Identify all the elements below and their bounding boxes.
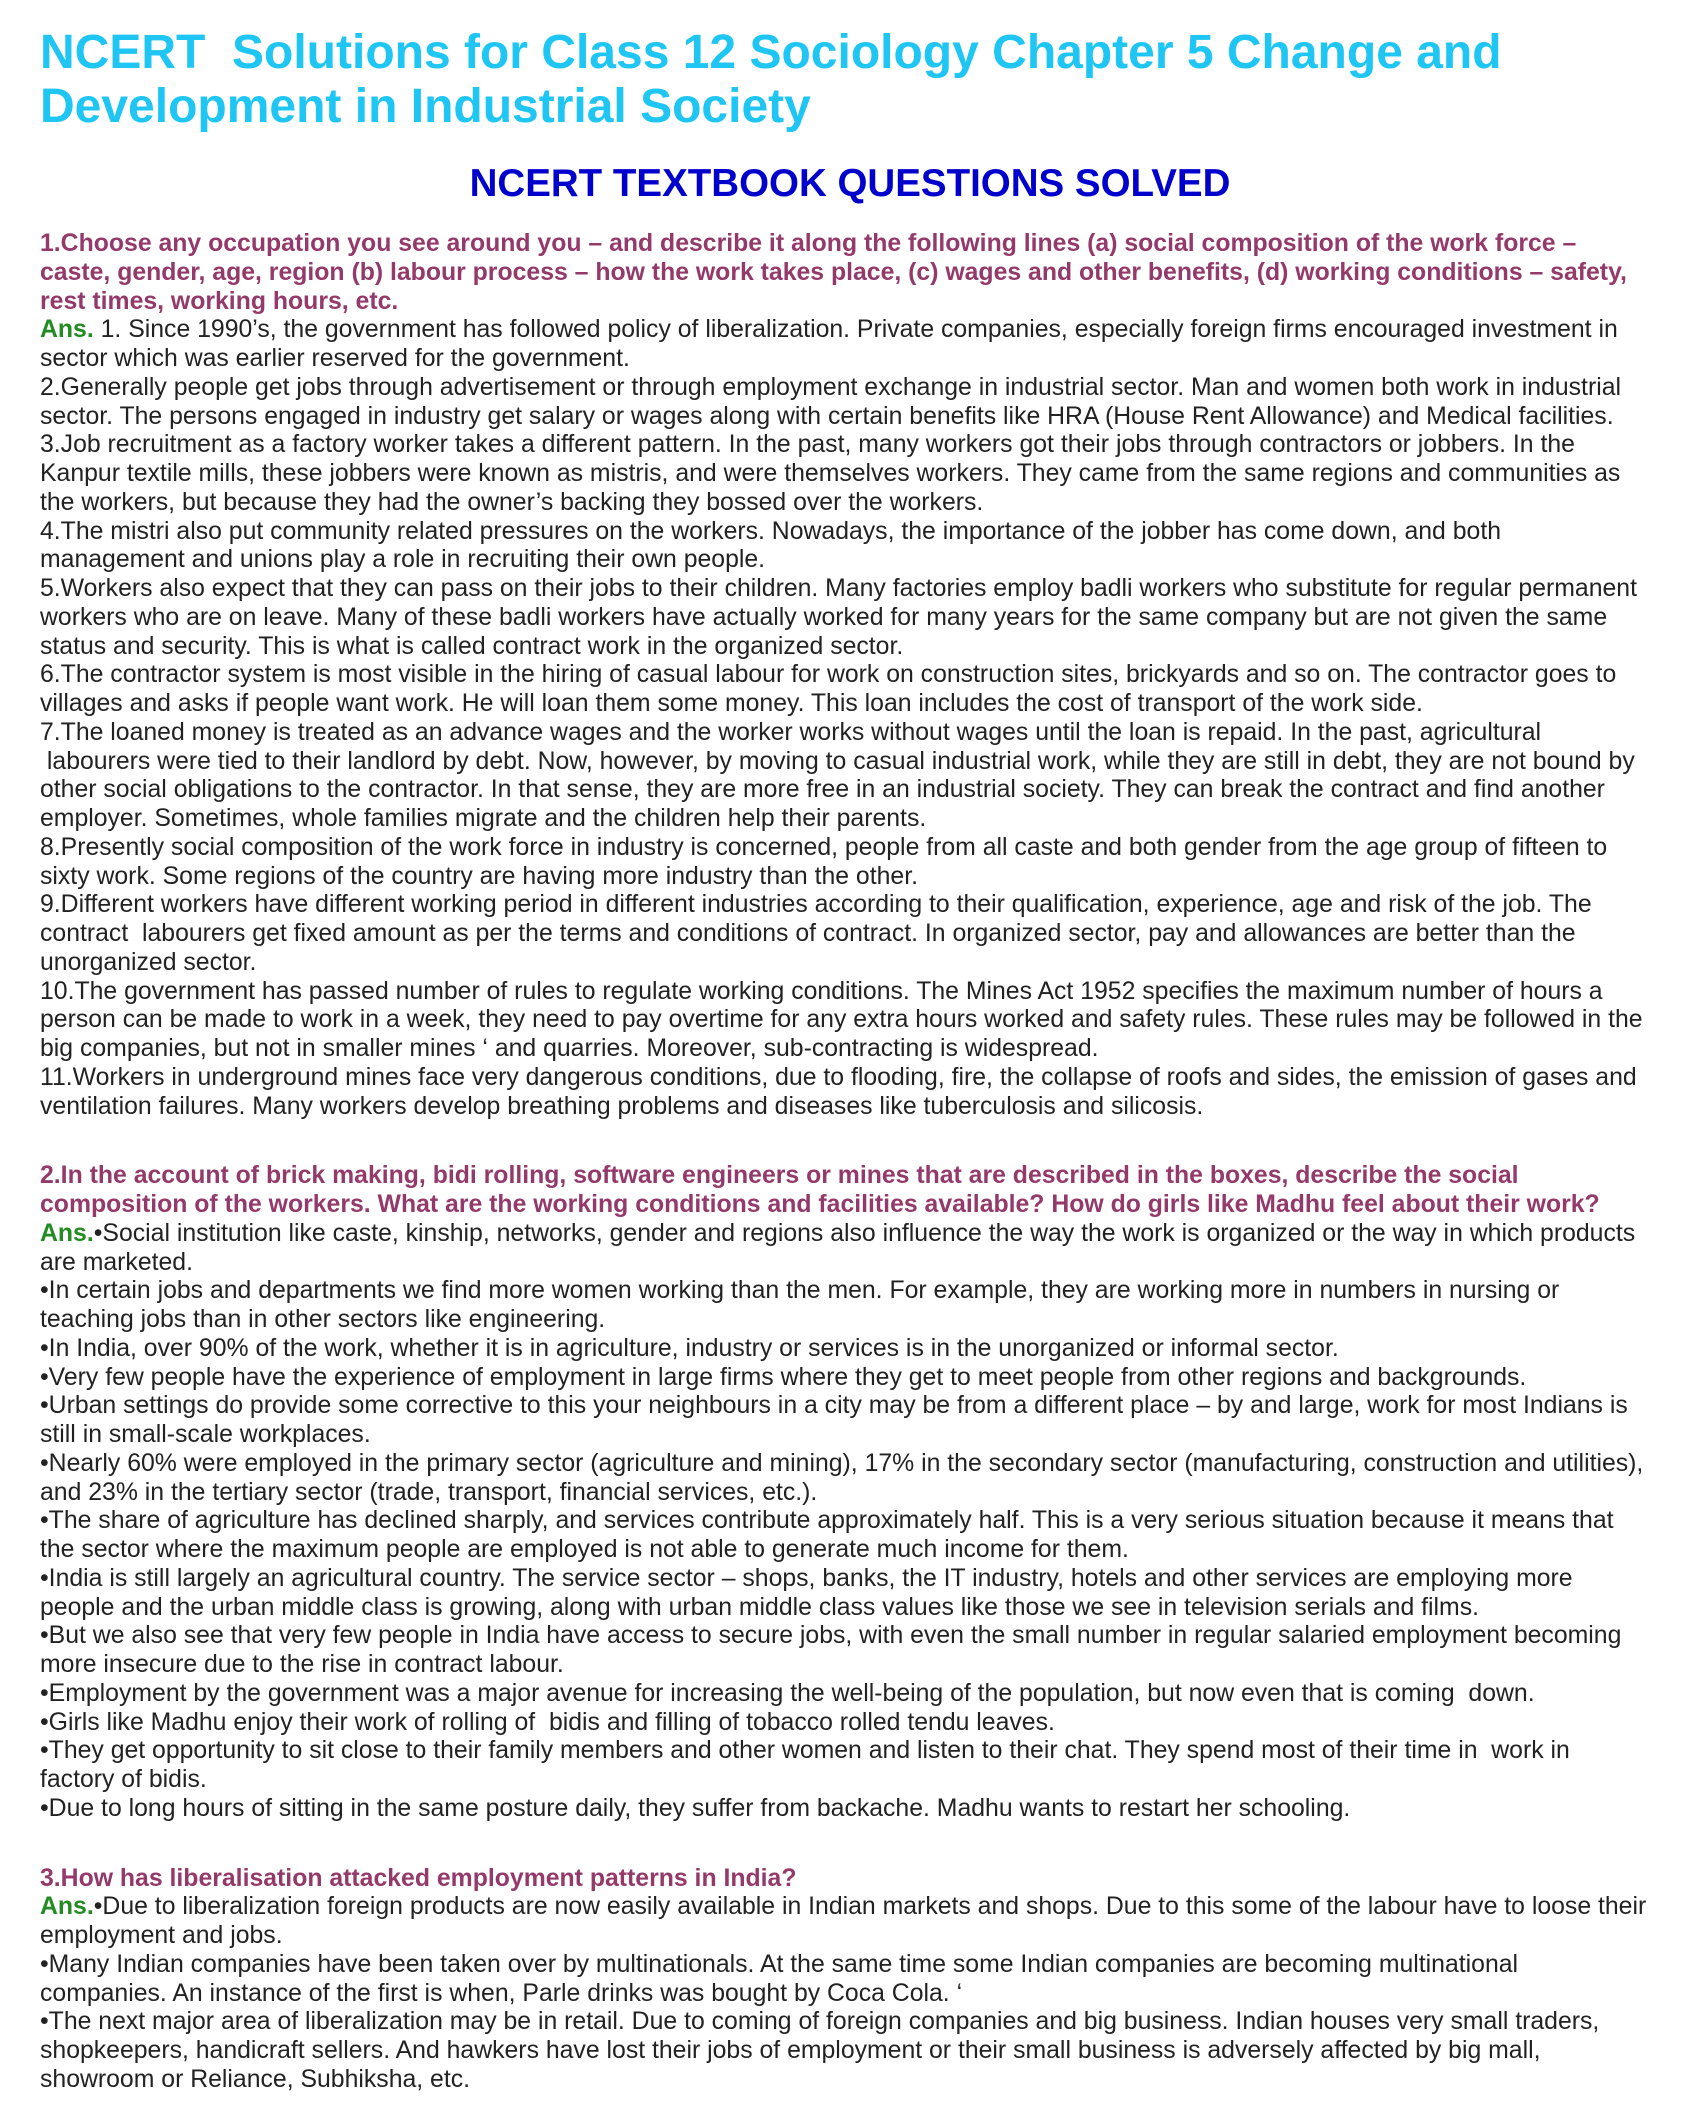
answer-point <box>40 1565 1700 1623</box>
questions-list <box>40 230 1700 2095</box>
answer-point <box>40 1795 1700 1824</box>
answer-point-text: 11.Workers in underground mines face very dangerous conditions, due to flooding, fire, the collapse of roofs and sides, the emission of gases and ventilation failures. Many workers develop breathing problems and diseases like tuberculosis and silicosis. <box>40 1063 1637 1120</box>
answer-point-text: 7.The loaned money is treated as an advance wages and the worker works without wages until the loan is repaid. In the past, agricultural labourers were tied to their landlord by debt. Now, however, by moving to casual industrial work, while they are still in debt, they are not bound by other social obligations to the contractor. In that sense, they are more free in an industrial society. They can break the contract and find another employer. Sometimes, whole families migrate and the children help their parents. <box>40 718 1635 832</box>
answer-point <box>40 518 1700 576</box>
answer-point <box>40 1220 1700 1278</box>
answer-point-text: 2.Generally people get jobs through advertisement or through employment exchange in industrial sector. Man and women both work in industrial sector. The persons engaged in industry get salary or wages along with certain benefits like HRA (House Rent Allowance) and Medical facilities. <box>40 373 1622 430</box>
answer-point <box>40 1392 1700 1450</box>
answer-point <box>40 1893 1700 1951</box>
answer-point-text: •In certain jobs and departments we find more women working than the men. For example, they are working more in numbers in nursing or teaching jobs than in other sectors like engineering. <box>40 1277 1560 1333</box>
answer-point <box>40 834 1700 892</box>
answer-point <box>40 1507 1700 1565</box>
answer-point-text: •They get opportunity to sit close to their family members and other women and listen to their chat. They spend most of their time in work in factory of bidis. <box>40 1737 1570 1793</box>
answer-point <box>40 431 1700 517</box>
answer-block <box>40 1220 1700 1824</box>
answer-point-text: •But we also see that very few people in India have access to secure jobs, with even the small number in regular salaried employment becoming more insecure due to the rise in contract labour. <box>40 1622 1622 1678</box>
question-heading: 3.How has liberalisation attacked employment patterns in India? <box>40 1864 797 1892</box>
question-section <box>40 1865 1700 2095</box>
answer-point <box>40 374 1700 432</box>
answer-point-text: •Girls like Madhu enjoy their work of rolling of bidis and filling of tobacco rolled tendu leaves. <box>40 1708 1055 1736</box>
answer-point <box>40 1064 1700 1122</box>
answer-point-text: •Nearly 60% were employed in the primary sector (agriculture and mining), 17% in the secondary sector (manufacturing, construction and utilities), and 23% in the tertiary sector (trade, transport, financial services, etc.). <box>40 1449 1644 1506</box>
answer-point-text: •Very few people have the experience of employment in large firms where they get to meet people from other regions and backgrounds. <box>40 1363 1527 1391</box>
answer-point-text: •Many Indian companies have been taken over by multinationals. At the same time some Indian companies are becoming multinational companies. An instance of the first is when, Parle drinks was bought by Coca Cola. ‘ <box>40 1950 1519 2007</box>
answer-point <box>40 575 1700 661</box>
answer-label: Ans. <box>40 1893 94 1921</box>
answer-point-text: •Employment by the government was a major avenue for increasing the well-being of the population, but now even that is coming down. <box>40 1679 1535 1707</box>
section-banner: NCERT TEXTBOOK QUESTIONS SOLVED <box>469 162 1231 205</box>
answer-point <box>40 316 1700 374</box>
answer-point-text: •The next major area of liberalization may be in retail. Due to coming of foreign companies and big business. Indian houses very small traders, shopkeepers, handicraft sellers. And hawkers have lost their jobs of employment or their small business is adversely affected by big mall, showroom or Reliance, Subhiksha, etc. <box>40 2008 1600 2093</box>
answer-point <box>40 1450 1700 1508</box>
answer-point-text: 4.The mistri also put community related pressures on the workers. Nowadays, the importance of the jobber has come down, and both management and unions play a role in recruiting their own people. <box>40 517 1501 574</box>
answer-point <box>40 1709 1700 1738</box>
question-section <box>40 230 1700 1121</box>
answer-point-text: 5.Workers also expect that they can pass on their jobs to their children. Many factories employ badli workers who substitute for regular permanent workers who are on leave. Many of these badli workers have actually worked for many years for the same company but are not given the same status and security. This is what is called contract work in the organized sector. <box>40 575 1637 660</box>
question-heading: 1.Choose any occupation you see around you – and describe it along the following lines (a) social composition of the work force – caste, gender, age, region (b) labour process – how the work takes place, (c) wages and other benefits, (d) working conditions – safety, rest times, working hours, etc. <box>40 230 1627 315</box>
answer-point-text: •India is still largely an agricultural country. The service sector – shops, banks, the IT industry, hotels and other services are employing more people and the urban middle class is growing, along with urban middle class values like those we see in television serials and films. <box>40 1564 1573 1621</box>
question-heading: 2.In the account of brick making, bidi rolling, software engineers or mines that are described in the boxes, describe the social composition of the workers. What are the working conditions and facilities available? How do girls like Madhu feel about their work? <box>40 1162 1600 1218</box>
answer-point-text: 10.The government has passed number of rules to regulate working conditions. The Mines Act 1952 specifies the maximum number of hours a person can be made to work in a week, they need to pay overtime for any extra hours worked and safety rules. These rules may be followed in the big companies, but not in smaller mines ‘ and quarries. Moreover, sub-contracting is widespread. <box>40 977 1643 1062</box>
answer-block <box>40 316 1700 1121</box>
answer-point <box>40 719 1700 834</box>
answer-point-text: •The share of agriculture has declined sharply, and services contribute approximately half. This is a very serious situation because it means that the sector where the maximum people are employed is not able to generate much income for them. <box>40 1507 1614 1563</box>
answer-point <box>40 1951 1700 2009</box>
answer-point-text: •Urban settings do provide some corrective to this your neighbours in a city may be from a different place – by and large, work for most Indians is still in small-scale workplaces. <box>40 1392 1628 1448</box>
answer-point <box>40 978 1700 1064</box>
page-title: NCERT Solutions for Class 12 Sociology Chapter 5 Change and Development in Industrial Society <box>40 26 1502 133</box>
answer-label: Ans. <box>40 316 94 344</box>
answer-point-text: •In India, over 90% of the work, whether it is in agriculture, industry or services is in the unorganized or informal sector. <box>40 1334 1339 1362</box>
answer-point-text: 6.The contractor system is most visible in the hiring of casual labour for work on construction sites, brickyards and so on. The contractor goes to villages and asks if people want work. He will loan them some money. This loan includes the cost of transport of the work side. <box>40 661 1617 717</box>
answer-point <box>40 1737 1700 1795</box>
answer-point <box>40 891 1700 977</box>
answer-point-text: •Social institution like caste, kinship, networks, gender and regions also influence the way the work is organized or the way in which products are marketed. <box>40 1219 1636 1276</box>
answer-point <box>40 1680 1700 1709</box>
answer-point <box>40 661 1700 719</box>
answer-point <box>40 1622 1700 1680</box>
question-section <box>40 1162 1700 1823</box>
answer-point-text: 3.Job recruitment as a factory worker takes a different pattern. In the past, many workers got their jobs through contractors or jobbers. In the Kanpur textile mills, these jobbers were known as mistris, and were themselves workers. They came from the same regions and communities as the workers, but because they had the owner’s backing they bossed over the workers. <box>40 431 1621 516</box>
answer-point-text: •Due to long hours of sitting in the same posture daily, they suffer from backache. Madhu wants to restart her schooling. <box>40 1794 1351 1822</box>
answer-point-text: 9.Different workers have different working period in different industries according to their qualification, experience, age and risk of the job. The contract labourers get fixed amount as per the terms and conditions of contract. In organized sector, pay and allowances are better than the unorganized sector. <box>40 891 1592 976</box>
answer-point <box>40 1277 1700 1335</box>
answer-point-text: 1. Since 1990’s, the government has followed policy of liberalization. Private companies, especially foreign firms encouraged investment in sector which was earlier reserved for the government. <box>40 316 1618 372</box>
answer-label: Ans. <box>40 1219 94 1247</box>
answer-block <box>40 1893 1700 2094</box>
answer-point <box>40 2008 1700 2094</box>
answer-point-text: 8.Presently social composition of the work force in industry is concerned, people from all caste and both gender from the age group of fifteen to sixty work. Some regions of the country are having more industry than the other. <box>40 833 1608 890</box>
answer-point-text: •Due to liberalization foreign products are now easily available in Indian markets and shops. Due to this some of the labour have to loose their employment and jobs. <box>40 1893 1647 1949</box>
answer-point <box>40 1364 1700 1393</box>
answer-point <box>40 1335 1700 1364</box>
